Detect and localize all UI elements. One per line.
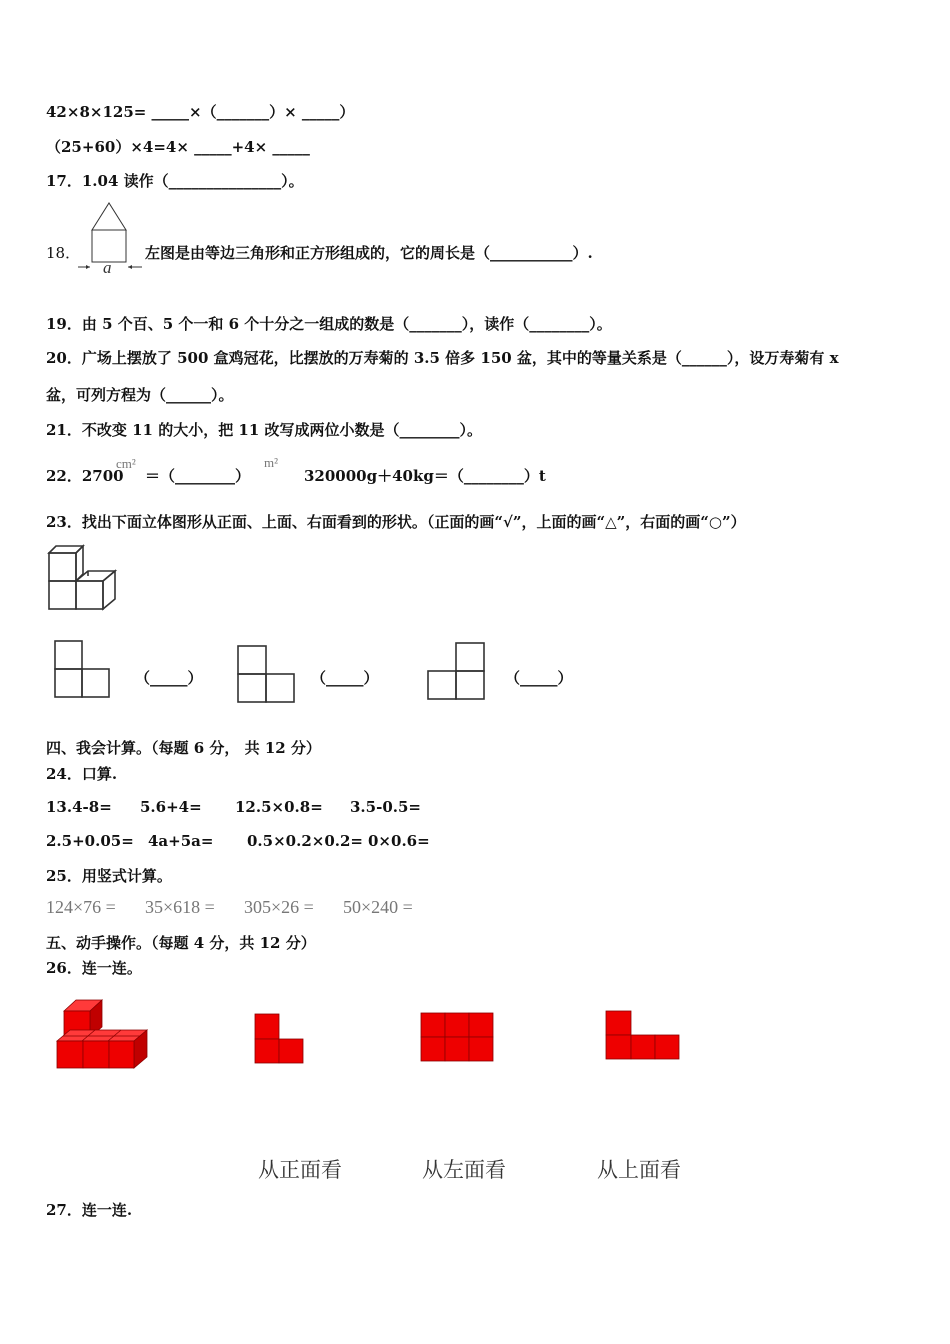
section-5-heading: 五、动手操作。（每题 4 分，共 12 分）	[46, 934, 316, 952]
vertical-calc-item: 35×618 =	[145, 897, 215, 917]
question-17: 17．1.04 读作（_______________）。	[46, 172, 304, 190]
vertical-calc-item: 124×76 =	[46, 897, 116, 917]
red-view-2	[420, 1012, 495, 1064]
equation-line-2: （25+60）×4=4× _____+4× _____	[46, 138, 310, 156]
red-view-3	[605, 1010, 681, 1062]
mental-calc-item: 3.5-0.5=	[350, 798, 421, 816]
question-20-line-1: 20．广场上摆放了 500 盒鸡冠花，比摆放的万寿菊的 3.5 倍多 150 盆，其中的等量关系是（______），设万寿菊有 x	[46, 349, 839, 367]
mental-calc-item: 4a+5a=	[148, 832, 214, 850]
mental-calc-item: 0.5×0.2×0.2=	[247, 832, 363, 850]
equation-line-1: 42×8×125= _____×（_______）× _____）	[46, 103, 355, 121]
mental-calc-item: 13.4-8=	[46, 798, 112, 816]
answer-blank-1: （_____）	[135, 669, 203, 687]
question-22-part-3: 320000g＋40kg＝（________）t	[304, 467, 546, 485]
question-18-number: 18．	[46, 244, 81, 262]
solid-cube-figure	[46, 543, 122, 613]
red-solid-figure	[52, 997, 152, 1072]
mental-calc-item: 12.5×0.8=	[235, 798, 323, 816]
section-4-heading: 四、我会计算。（每题 6 分， 共 12 分）	[46, 739, 321, 757]
vertical-calc-item: 50×240 =	[343, 897, 413, 917]
question-22-part-1: 22．2700	[46, 467, 124, 485]
view-label-left: 从左面看	[422, 1158, 506, 1182]
unit-cm2: cm²	[116, 456, 136, 471]
red-view-1	[254, 1013, 306, 1065]
view-option-2	[237, 645, 297, 703]
question-21: 21．不改变 11 的大小，把 11 改写成两位小数是（________）。	[46, 421, 483, 439]
unit-m2: m²	[264, 455, 279, 470]
question-20-line-2: 盆，可列方程为（______）。	[46, 386, 234, 404]
question-23: 23．找出下面立体图形从正面、上面、右面看到的形状。（正面的画“√”，上面的画“△”，右面的画“○”）	[46, 513, 746, 531]
question-26: 26．连一连。	[46, 959, 142, 977]
view-option-3	[427, 642, 487, 700]
question-27: 27．连一连.	[46, 1201, 133, 1219]
question-19: 19．由 5 个百、5 个一和 6 个十分之一组成的数是（_______），读作（________）。	[46, 315, 612, 333]
mental-calc-item: 0×0.6=	[368, 832, 430, 850]
answer-blank-2: （_____）	[311, 669, 379, 687]
view-label-front: 从正面看	[258, 1158, 342, 1182]
question-24: 24．口算.	[46, 765, 118, 783]
mental-calc-item: 5.6+4=	[140, 798, 202, 816]
view-label-top: 从上面看	[597, 1158, 681, 1182]
question-22-part-2: ＝（________）	[145, 467, 251, 485]
question-18-text: 左图是由等边三角形和正方形组成的，它的周长是（___________）.	[145, 244, 593, 262]
mental-calc-item: 2.5+0.05=	[46, 832, 134, 850]
answer-blank-3: （_____）	[505, 669, 573, 687]
side-length-label: a	[103, 258, 112, 277]
question-25: 25．用竖式计算。	[46, 867, 172, 885]
vertical-calc-item: 305×26 =	[244, 897, 314, 917]
view-option-1	[54, 640, 112, 698]
